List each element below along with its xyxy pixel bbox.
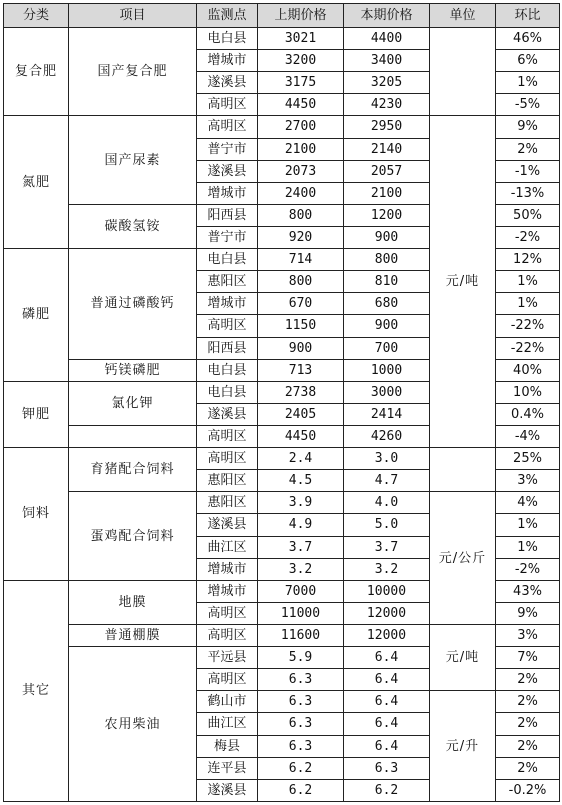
change-cell: 40% xyxy=(496,359,560,381)
change-cell: -22% xyxy=(496,315,560,337)
curr-price-cell: 3.2 xyxy=(344,558,430,580)
prev-price-cell: 2405 xyxy=(258,403,344,425)
prev-price-cell: 5.9 xyxy=(258,647,344,669)
prev-price-cell: 3.7 xyxy=(258,536,344,558)
table-row xyxy=(4,624,560,646)
site-cell: 增城市 xyxy=(197,182,258,204)
change-cell: 2% xyxy=(496,713,560,735)
header-row xyxy=(4,4,560,28)
site-cell: 电白县 xyxy=(197,381,258,403)
prev-price-cell: 6.2 xyxy=(258,757,344,779)
change-cell: 46% xyxy=(496,28,560,50)
curr-price-cell: 2140 xyxy=(344,138,430,160)
change-cell: 2% xyxy=(496,138,560,160)
change-cell: 9% xyxy=(496,116,560,138)
prev-price-cell: 6.3 xyxy=(258,713,344,735)
prev-price-cell: 4450 xyxy=(258,94,344,116)
curr-price-cell: 3.0 xyxy=(344,448,430,470)
unit-cell xyxy=(430,28,496,116)
curr-price-cell: 4260 xyxy=(344,425,430,447)
unit-cell: 元/升 xyxy=(430,691,496,802)
prev-price-cell: 920 xyxy=(258,226,344,248)
prev-price-cell: 713 xyxy=(258,359,344,381)
site-cell: 曲江区 xyxy=(197,713,258,735)
price-table xyxy=(3,3,560,802)
prev-price-cell: 6.3 xyxy=(258,735,344,757)
curr-price-cell: 700 xyxy=(344,337,430,359)
item-cell: 蛋鸡配合饲料 xyxy=(69,492,197,580)
prev-price-cell: 714 xyxy=(258,249,344,271)
curr-price-cell: 6.2 xyxy=(344,779,430,801)
prev-price-cell: 1150 xyxy=(258,315,344,337)
curr-price-cell: 12000 xyxy=(344,602,430,624)
table-row xyxy=(4,116,560,138)
change-cell: 50% xyxy=(496,204,560,226)
prev-price-cell: 6.2 xyxy=(258,779,344,801)
site-cell: 梅县 xyxy=(197,735,258,757)
header-unit: 单位 xyxy=(430,4,496,28)
category-cell: 其它 xyxy=(4,580,69,801)
site-cell: 阳西县 xyxy=(197,337,258,359)
header-category: 分类 xyxy=(4,4,69,28)
site-cell: 平远县 xyxy=(197,647,258,669)
change-cell: 2% xyxy=(496,757,560,779)
change-cell: 1% xyxy=(496,514,560,536)
curr-price-cell: 4230 xyxy=(344,94,430,116)
site-cell: 曲江区 xyxy=(197,536,258,558)
curr-price-cell: 6.4 xyxy=(344,713,430,735)
item-cell: 国产尿素 xyxy=(69,116,197,204)
site-cell: 电白县 xyxy=(197,359,258,381)
change-cell: 43% xyxy=(496,580,560,602)
prev-price-cell: 800 xyxy=(258,271,344,293)
change-cell: -0.2% xyxy=(496,779,560,801)
site-cell: 高明区 xyxy=(197,624,258,646)
header-change: 环比 xyxy=(496,4,560,28)
prev-price-cell: 2073 xyxy=(258,160,344,182)
curr-price-cell: 6.4 xyxy=(344,647,430,669)
item-cell: 国产复合肥 xyxy=(69,28,197,116)
change-cell: 1% xyxy=(496,271,560,293)
prev-price-cell: 3.2 xyxy=(258,558,344,580)
change-cell: 4% xyxy=(496,492,560,514)
category-cell: 磷肥 xyxy=(4,249,69,382)
site-cell: 高明区 xyxy=(197,602,258,624)
header-item: 项目 xyxy=(69,4,197,28)
unit-cell: 元/吨 xyxy=(430,116,496,448)
table-row xyxy=(4,492,560,514)
category-cell: 氮肥 xyxy=(4,116,69,249)
item-cell: 普通过磷酸钙 xyxy=(69,249,197,360)
prev-price-cell: 3175 xyxy=(258,72,344,94)
change-cell: 2% xyxy=(496,691,560,713)
site-cell: 增城市 xyxy=(197,558,258,580)
prev-price-cell: 7000 xyxy=(258,580,344,602)
prev-price-cell: 3021 xyxy=(258,28,344,50)
item-cell: 农用柴油 xyxy=(69,647,197,802)
curr-price-cell: 3.7 xyxy=(344,536,430,558)
curr-price-cell: 6.4 xyxy=(344,669,430,691)
site-cell: 增城市 xyxy=(197,580,258,602)
curr-price-cell: 810 xyxy=(344,271,430,293)
prev-price-cell: 2738 xyxy=(258,381,344,403)
curr-price-cell: 680 xyxy=(344,293,430,315)
prev-price-cell: 6.3 xyxy=(258,669,344,691)
table-body xyxy=(4,28,560,802)
item-cell: 地膜 xyxy=(69,580,197,624)
curr-price-cell: 6.4 xyxy=(344,735,430,757)
change-cell: 12% xyxy=(496,249,560,271)
curr-price-cell: 2100 xyxy=(344,182,430,204)
site-cell: 增城市 xyxy=(197,293,258,315)
site-cell: 阳西县 xyxy=(197,204,258,226)
item-cell: 碳酸氢铵 xyxy=(69,204,197,248)
curr-price-cell: 6.3 xyxy=(344,757,430,779)
change-cell: -2% xyxy=(496,226,560,248)
curr-price-cell: 3400 xyxy=(344,50,430,72)
curr-price-cell: 4400 xyxy=(344,28,430,50)
site-cell: 高明区 xyxy=(197,315,258,337)
prev-price-cell: 3200 xyxy=(258,50,344,72)
site-cell: 惠阳区 xyxy=(197,492,258,514)
unit-cell: 元/公斤 xyxy=(430,492,496,625)
site-cell: 遂溪县 xyxy=(197,160,258,182)
prev-price-cell: 2400 xyxy=(258,182,344,204)
prev-price-cell: 11600 xyxy=(258,624,344,646)
site-cell: 普宁市 xyxy=(197,226,258,248)
header-prev-price: 上期价格 xyxy=(258,4,344,28)
curr-price-cell: 2057 xyxy=(344,160,430,182)
prev-price-cell: 4.5 xyxy=(258,470,344,492)
site-cell: 遂溪县 xyxy=(197,72,258,94)
item-cell: 普通棚膜 xyxy=(69,624,197,646)
change-cell: 7% xyxy=(496,647,560,669)
prev-price-cell: 800 xyxy=(258,204,344,226)
change-cell: 10% xyxy=(496,381,560,403)
table-row xyxy=(4,448,560,470)
curr-price-cell: 1000 xyxy=(344,359,430,381)
change-cell: 25% xyxy=(496,448,560,470)
curr-price-cell: 800 xyxy=(344,249,430,271)
change-cell: -5% xyxy=(496,94,560,116)
change-cell: 3% xyxy=(496,624,560,646)
prev-price-cell: 4.9 xyxy=(258,514,344,536)
site-cell: 遂溪县 xyxy=(197,514,258,536)
site-cell: 电白县 xyxy=(197,28,258,50)
curr-price-cell: 1200 xyxy=(344,204,430,226)
category-cell: 复合肥 xyxy=(4,28,69,116)
site-cell: 电白县 xyxy=(197,249,258,271)
curr-price-cell: 3205 xyxy=(344,72,430,94)
change-cell: -13% xyxy=(496,182,560,204)
unit-cell xyxy=(430,448,496,492)
prev-price-cell: 2.4 xyxy=(258,448,344,470)
prev-price-cell: 3.9 xyxy=(258,492,344,514)
change-cell: 0.4% xyxy=(496,403,560,425)
curr-price-cell: 900 xyxy=(344,226,430,248)
site-cell: 高明区 xyxy=(197,448,258,470)
change-cell: 9% xyxy=(496,602,560,624)
site-cell: 高明区 xyxy=(197,94,258,116)
curr-price-cell: 4.0 xyxy=(344,492,430,514)
site-cell: 高明区 xyxy=(197,116,258,138)
curr-price-cell: 4.7 xyxy=(344,470,430,492)
prev-price-cell: 670 xyxy=(258,293,344,315)
prev-price-cell: 2100 xyxy=(258,138,344,160)
site-cell: 惠阳区 xyxy=(197,271,258,293)
site-cell: 遂溪县 xyxy=(197,779,258,801)
table-row xyxy=(4,28,560,50)
prev-price-cell: 6.3 xyxy=(258,691,344,713)
site-cell: 惠阳区 xyxy=(197,470,258,492)
change-cell: -2% xyxy=(496,558,560,580)
change-cell: -4% xyxy=(496,425,560,447)
change-cell: 3% xyxy=(496,470,560,492)
table-header xyxy=(4,4,560,28)
prev-price-cell: 900 xyxy=(258,337,344,359)
site-cell: 鹤山市 xyxy=(197,691,258,713)
site-cell: 普宁市 xyxy=(197,138,258,160)
category-cell: 饲料 xyxy=(4,448,69,581)
change-cell: 1% xyxy=(496,293,560,315)
site-cell: 高明区 xyxy=(197,425,258,447)
item-cell: 钙镁磷肥 xyxy=(69,359,197,381)
curr-price-cell: 3000 xyxy=(344,381,430,403)
prev-price-cell: 11000 xyxy=(258,602,344,624)
curr-price-cell: 2950 xyxy=(344,116,430,138)
curr-price-cell: 5.0 xyxy=(344,514,430,536)
header-site: 监测点 xyxy=(197,4,258,28)
prev-price-cell: 4450 xyxy=(258,425,344,447)
change-cell: -1% xyxy=(496,160,560,182)
site-cell: 高明区 xyxy=(197,669,258,691)
curr-price-cell: 2414 xyxy=(344,403,430,425)
site-cell: 增城市 xyxy=(197,50,258,72)
category-cell: 钾肥 xyxy=(4,381,69,447)
curr-price-cell: 900 xyxy=(344,315,430,337)
item-cell: 育猪配合饲料 xyxy=(69,448,197,492)
change-cell: 2% xyxy=(496,735,560,757)
change-cell: 1% xyxy=(496,72,560,94)
item-cell xyxy=(69,425,197,447)
change-cell: 6% xyxy=(496,50,560,72)
item-cell: 氯化钾 xyxy=(69,381,197,425)
change-cell: 2% xyxy=(496,669,560,691)
prev-price-cell: 2700 xyxy=(258,116,344,138)
site-cell: 遂溪县 xyxy=(197,403,258,425)
curr-price-cell: 6.4 xyxy=(344,691,430,713)
unit-cell: 元/吨 xyxy=(430,624,496,690)
site-cell: 连平县 xyxy=(197,757,258,779)
header-curr-price: 本期价格 xyxy=(344,4,430,28)
change-cell: -22% xyxy=(496,337,560,359)
change-cell: 1% xyxy=(496,536,560,558)
curr-price-cell: 12000 xyxy=(344,624,430,646)
curr-price-cell: 10000 xyxy=(344,580,430,602)
